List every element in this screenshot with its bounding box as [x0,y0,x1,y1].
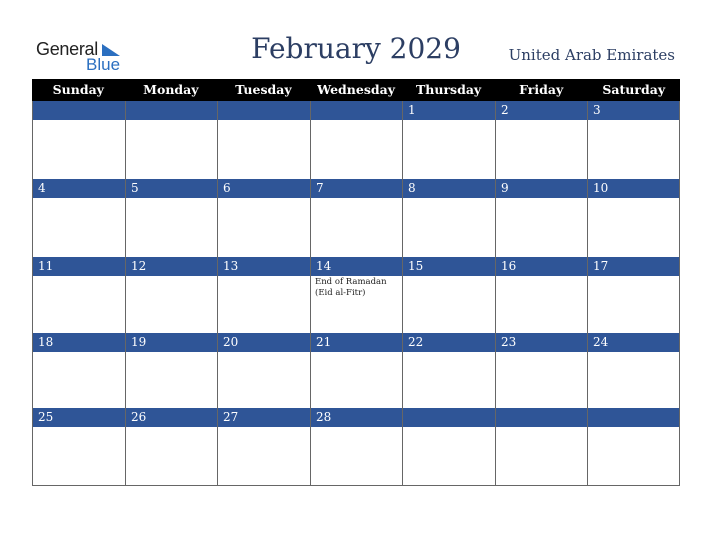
day-number: 16 [501,259,517,273]
day-cell[interactable] [125,179,217,257]
day-number: 5 [131,181,139,195]
day-number: 24 [593,335,609,349]
day-cell[interactable] [495,408,587,486]
day-number: 10 [593,181,609,195]
day-cell[interactable] [217,101,310,179]
weekday-monday: Monday [143,82,199,97]
calendar-bottom-border [32,485,680,486]
day-number: 8 [408,181,416,195]
day-cell[interactable] [217,408,310,486]
day-number: 26 [131,410,147,424]
day-cell[interactable] [402,101,495,179]
day-number: 21 [316,335,332,349]
day-cell[interactable] [310,333,402,411]
weekday-wednesday: Wednesday [317,82,395,97]
day-cell[interactable] [125,333,217,411]
day-cell[interactable] [125,408,217,486]
logo-text-blue: Blue [86,55,121,74]
weekday-header [32,79,680,101]
page-title: February 2029 [251,32,461,65]
day-number: 18 [38,335,54,349]
day-cell[interactable] [217,257,310,335]
day-cell[interactable] [495,333,587,411]
day-cell[interactable] [32,257,125,335]
day-cell[interactable] [495,257,587,335]
day-cell[interactable] [125,101,217,179]
day-number: 14 [316,259,332,273]
weekday-tuesday: Tuesday [235,82,292,97]
day-number: 2 [501,103,509,117]
day-cell[interactable] [32,333,125,411]
day-cell[interactable] [587,333,680,411]
day-number: 11 [38,259,54,273]
day-cell[interactable] [217,179,310,257]
country-label: United Arab Emirates [508,46,675,64]
logo-text-general: General [36,39,98,59]
day-number: 23 [501,335,517,349]
weekday-saturday: Saturday [602,82,666,97]
day-cell[interactable] [310,101,402,179]
day-cell[interactable] [32,408,125,486]
day-cell[interactable] [32,179,125,257]
day-number: 17 [593,259,609,273]
week-row [32,333,680,411]
day-cell[interactable] [402,333,495,411]
day-number: 22 [408,335,424,349]
week-row [32,408,680,486]
day-cell[interactable] [402,408,495,486]
day-cell[interactable] [587,101,680,179]
day-number: 3 [593,103,601,117]
day-cell[interactable] [217,333,310,411]
holiday-event: End of Ramadan (Eid al-Fitr) [315,277,387,298]
day-cell[interactable] [310,408,402,486]
day-cell[interactable] [587,408,680,486]
day-cell[interactable] [310,179,402,257]
day-number: 9 [501,181,509,195]
day-number: 6 [223,181,231,195]
day-cell[interactable] [587,257,680,335]
day-number: 1 [408,103,416,117]
day-cell[interactable] [495,179,587,257]
calendar-grid [32,79,680,486]
day-number: 25 [38,410,54,424]
week-row [32,101,680,179]
week-row [32,257,680,335]
day-number: 15 [408,259,424,273]
day-number: 28 [316,410,332,424]
day-cell[interactable] [402,257,495,335]
day-number: 27 [223,410,239,424]
day-cell[interactable] [402,179,495,257]
day-number: 7 [316,181,324,195]
day-number: 19 [131,335,147,349]
day-cell[interactable] [495,101,587,179]
day-number: 4 [38,181,46,195]
weekday-friday: Friday [519,82,564,97]
day-number: 20 [223,335,239,349]
weekday-sunday: Sunday [52,82,104,97]
day-number: 12 [131,259,147,273]
day-cell[interactable] [310,257,402,335]
week-row [32,179,680,257]
day-number: 13 [223,259,239,273]
day-cell[interactable] [587,179,680,257]
day-cell[interactable] [32,101,125,179]
day-cell[interactable] [125,257,217,335]
weekday-thursday: Thursday [415,82,482,97]
